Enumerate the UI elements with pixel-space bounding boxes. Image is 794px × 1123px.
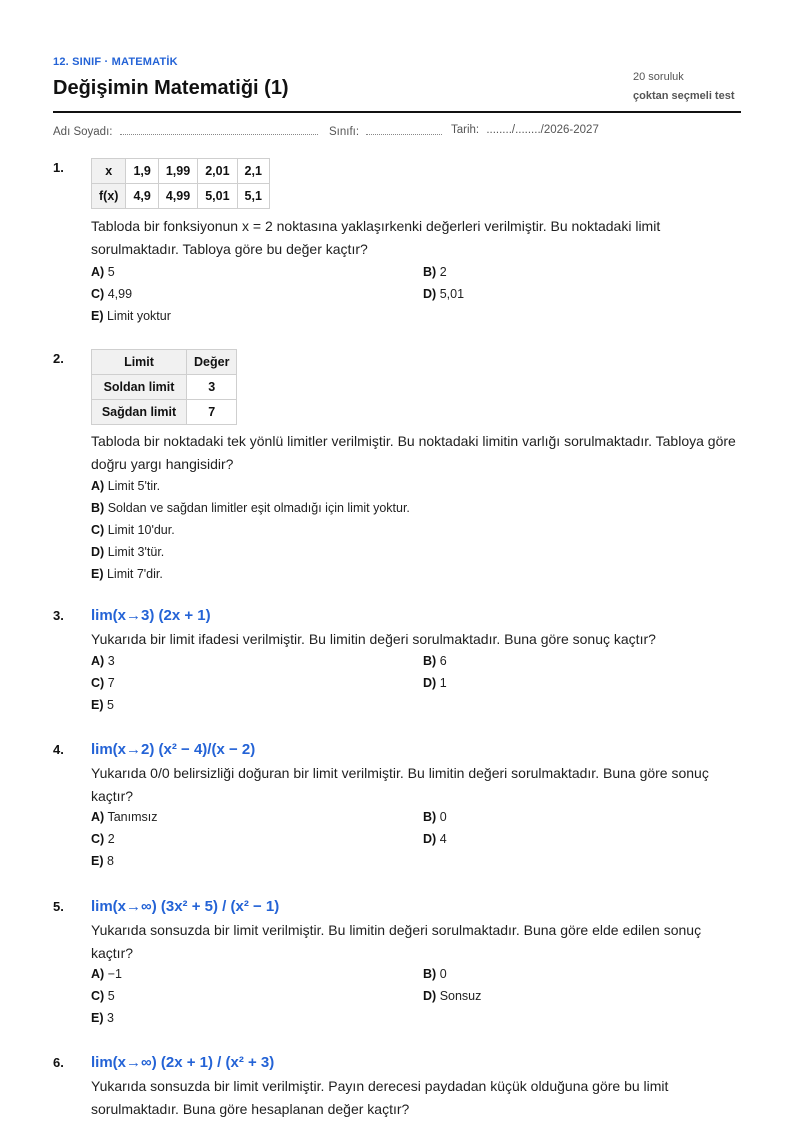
option-b[interactable]	[91, 500, 410, 516]
option-b[interactable]	[423, 809, 447, 825]
table-cell: 7	[187, 400, 237, 425]
limit-expression: lim(x→∞) (3x² + 5) / (x² − 1)	[91, 898, 280, 915]
question-body	[91, 897, 741, 1032]
table-cell: Soldan limit	[92, 375, 187, 400]
option-d[interactable]	[423, 988, 481, 1004]
options	[91, 809, 741, 875]
option-a[interactable]	[91, 478, 160, 494]
option-d[interactable]	[423, 675, 447, 691]
class-label: Sınıfı:	[329, 126, 360, 138]
table-row	[92, 375, 237, 400]
option-a[interactable]	[91, 264, 115, 280]
option-letter: B)	[91, 501, 105, 515]
question-number: 6.	[53, 1055, 64, 1070]
option-a[interactable]	[91, 966, 122, 982]
option-b[interactable]	[423, 966, 447, 982]
question-stem: Yukarıda sonsuzda bir limit verilmiştir. Payın derecesi paydadan küçük olduğuna göre bu limit sorulmaktadır. Buna göre hesaplanan değer kaçtır?	[91, 1078, 669, 1117]
table-cell: 3	[187, 375, 237, 400]
question-stem: Tabloda bir noktadaki tek yönlü limitler verilmiştir. Bu noktadaki limitin varlığı sorulmaktadır. Tabloya göre doğru yargı hangisidir?	[91, 433, 736, 472]
table-cell: 2,01	[198, 159, 237, 184]
option-letter: A)	[91, 479, 105, 493]
option-letter: C)	[91, 989, 105, 1003]
option-a[interactable]	[91, 653, 115, 669]
table-cell: 2,1	[237, 159, 269, 184]
class-field	[329, 124, 442, 138]
option-text: 2	[439, 265, 447, 279]
table-cell: 1,9	[126, 159, 158, 184]
date-field	[451, 124, 599, 136]
option-letter: C)	[91, 675, 105, 690]
option-letter: A)	[91, 810, 105, 824]
option-text: 5	[106, 697, 114, 712]
table-header-row	[92, 350, 237, 375]
question-stem: Tabloda bir fonksiyonun x = 2 noktasına yaklaşırkenki değerleri verilmiştir. Bu noktadaki limit sorulmaktadır. Tabloya göre bu değer kaçtır?	[91, 218, 661, 257]
question-count: 20 soruluk	[633, 71, 684, 83]
date-value: ......../......../2026-2027	[486, 124, 599, 136]
option-text: Tanımsız	[107, 810, 158, 824]
option-e[interactable]	[91, 1010, 114, 1026]
name-blank	[120, 124, 318, 135]
option-text: 5	[107, 265, 115, 279]
option-text: Limit 7'dir.	[106, 567, 163, 581]
option-a[interactable]	[91, 809, 157, 825]
option-e[interactable]	[91, 566, 163, 582]
question-number: 3.	[53, 608, 64, 623]
option-text: Limit yoktur	[106, 309, 171, 323]
option-d[interactable]	[423, 831, 447, 847]
option-letter: A)	[91, 967, 105, 981]
table-cell: x	[92, 159, 126, 184]
table-cell: 4,99	[158, 184, 197, 209]
question-number: 2.	[53, 351, 64, 366]
option-b[interactable]	[423, 264, 447, 280]
option-text: 2	[107, 832, 115, 846]
option-text: 6	[439, 653, 447, 668]
option-text: Limit 3'tür.	[107, 545, 165, 559]
option-letter: E)	[91, 309, 104, 323]
options	[91, 478, 741, 588]
options	[91, 264, 741, 334]
option-letter: C)	[91, 832, 105, 846]
limit-expression: lim(x→∞) (2x + 1) / (x² + 3)	[91, 1054, 275, 1071]
option-letter: B)	[423, 653, 437, 668]
question-body	[91, 606, 741, 719]
table-row	[92, 159, 270, 184]
test-type: çoktan seçmeli test	[633, 90, 735, 102]
question-number: 4.	[53, 742, 64, 757]
option-letter: B)	[423, 810, 437, 824]
option-letter: E)	[91, 1011, 104, 1025]
option-text: Limit 10'dur.	[107, 523, 175, 537]
option-b[interactable]	[423, 653, 447, 669]
name-label: Adı Soyadı:	[53, 126, 113, 138]
table-cell: Sağdan limit	[92, 400, 187, 425]
option-e[interactable]	[91, 853, 114, 869]
question-number: 1.	[53, 160, 64, 175]
option-text: 3	[107, 653, 115, 668]
option-text: 7	[107, 675, 115, 690]
option-letter: E)	[91, 854, 104, 868]
option-letter: D)	[423, 675, 437, 690]
table-header-cell: Limit	[92, 350, 187, 375]
question-stem: Yukarıda bir limit ifadesi verilmiştir. Bu limitin değeri sorulmaktadır. Buna göre sonuç kaçtır?	[91, 631, 656, 647]
option-letter: C)	[91, 523, 105, 537]
question-stem: Yukarıda sonsuzda bir limit verilmiştir. Bu limitin değeri sorulmaktadır. Buna göre elde edilen sonuç kaçtır?	[91, 922, 702, 961]
option-letter: B)	[423, 967, 437, 981]
options	[91, 966, 741, 1032]
option-c[interactable]	[91, 988, 115, 1004]
option-c[interactable]	[91, 831, 115, 847]
option-c[interactable]	[91, 675, 115, 691]
table-row	[92, 184, 270, 209]
page-title: Değişimin Matematiği (1)	[53, 77, 289, 99]
option-letter: D)	[91, 545, 105, 559]
option-letter: E)	[91, 697, 104, 712]
option-text: Sonsuz	[439, 989, 482, 1003]
question-body	[91, 1053, 741, 1120]
option-text: 5,01	[439, 287, 465, 301]
option-text: −1	[107, 967, 122, 981]
question-body	[91, 158, 741, 334]
option-text: 0	[439, 967, 447, 981]
option-text: 0	[439, 810, 447, 824]
table-cell: 4,9	[126, 184, 158, 209]
option-letter: C)	[91, 287, 105, 301]
options	[91, 653, 741, 719]
option-letter: A)	[91, 653, 105, 668]
name-field	[53, 124, 318, 138]
option-c[interactable]	[91, 286, 132, 302]
table-cell: f(x)	[92, 184, 126, 209]
question-body	[91, 740, 741, 875]
date-label: Tarih:	[451, 124, 480, 136]
option-letter: B)	[423, 265, 437, 279]
option-text: 4	[439, 832, 447, 846]
option-c[interactable]	[91, 522, 175, 538]
table-cell: 1,99	[158, 159, 197, 184]
option-text: 3	[106, 1011, 114, 1025]
value-table	[91, 158, 270, 209]
option-text: Soldan ve sağdan limitler eşit olmadığı için limit yoktur.	[107, 501, 410, 515]
question-stem: Yukarıda 0/0 belirsizliği doğuran bir limit verilmiştir. Bu limitin değeri sorulmaktadır. Buna göre sonuç kaçtır?	[91, 765, 709, 804]
option-d[interactable]	[91, 544, 164, 560]
table-header-cell: Değer	[187, 350, 237, 375]
option-text: Limit 5'tir.	[107, 479, 161, 493]
question-number: 5.	[53, 899, 64, 914]
course-label: 12. SINIF · MATEMATİK	[53, 56, 178, 68]
header-divider	[53, 111, 741, 113]
table-cell: 5,1	[237, 184, 269, 209]
limit-expression: lim(x→3) (2x + 1)	[91, 607, 211, 624]
limit-table	[91, 349, 237, 425]
option-letter: D)	[423, 832, 437, 846]
option-d[interactable]	[423, 286, 464, 302]
class-blank	[366, 124, 442, 135]
option-letter: E)	[91, 567, 104, 581]
option-letter: D)	[423, 287, 437, 301]
option-text: 1	[439, 675, 447, 690]
option-e[interactable]	[91, 697, 114, 713]
option-text: 5	[107, 989, 115, 1003]
option-text: 8	[106, 854, 114, 868]
option-letter: A)	[91, 265, 105, 279]
question-body	[91, 349, 741, 588]
table-cell: 5,01	[198, 184, 237, 209]
limit-expression: lim(x→2) (x² − 4)/(x − 2)	[91, 741, 256, 758]
table-row	[92, 400, 237, 425]
option-e[interactable]	[91, 308, 171, 324]
option-text: 4,99	[107, 287, 133, 301]
option-letter: D)	[423, 989, 437, 1003]
